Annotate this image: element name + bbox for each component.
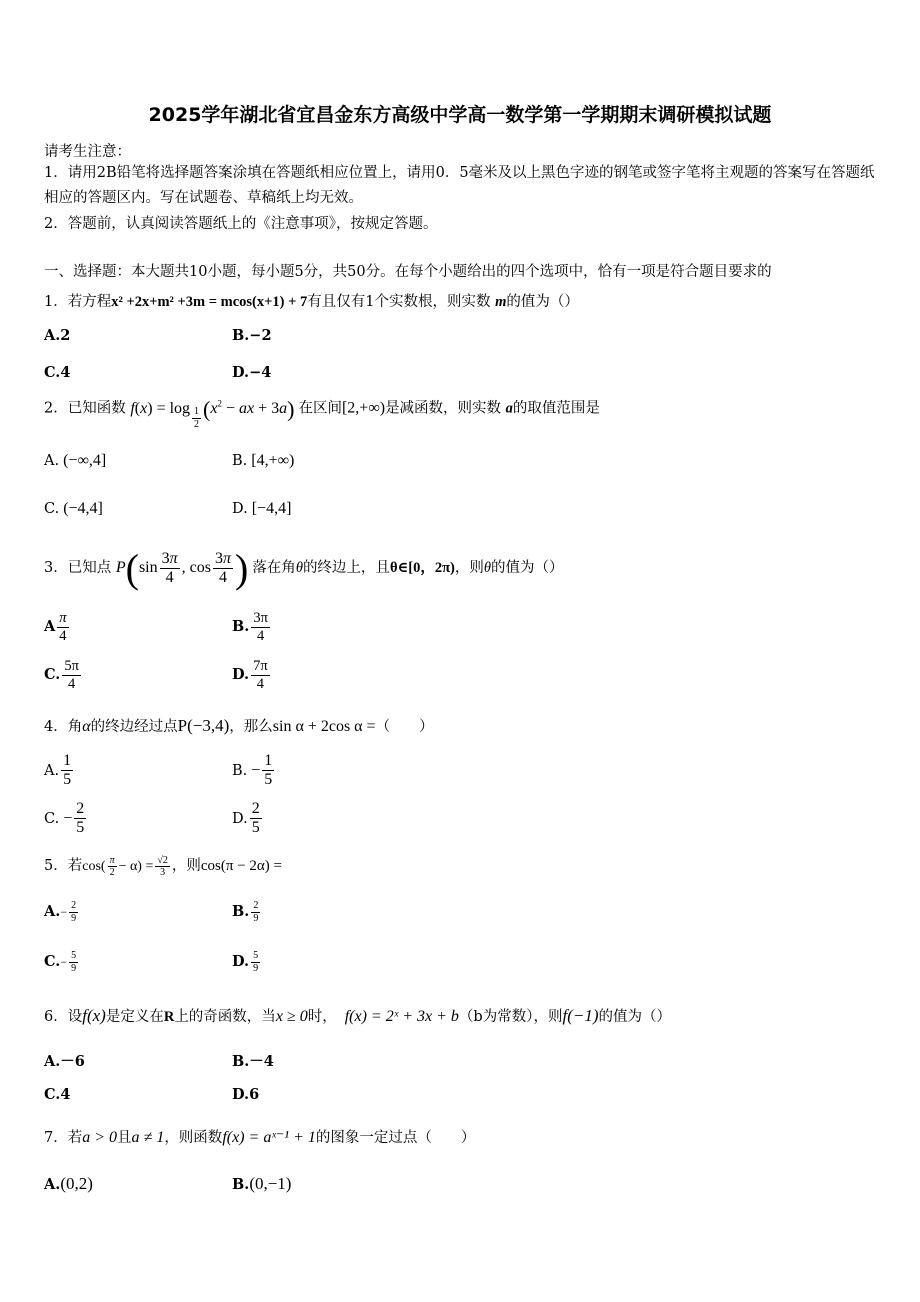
question-3: 3．已知点 P(sin $\frac{3\pi}{4}$ , cos $\frac{3\pi}{4}$ ) 落在角θ的终边上，且θ∈[0，2π)，则θ的值为（）	[44, 546, 564, 591]
q4-option-d: D. $\frac{2}{5}$	[232, 800, 260, 837]
q3-stem-tail: 落在角	[252, 560, 296, 577]
q5-option-d: D. $\frac{5}{9}$	[232, 950, 259, 974]
question-7: 7．若a > 0且a ≠ 1，则函数f(x) = aˣ⁻¹ + 1的图象一定过点（ ）	[44, 1129, 476, 1146]
q5-expression: cos(π − 2α) =	[200, 858, 282, 874]
q7-stem: 7．若	[44, 1130, 83, 1146]
q1-option-c: C.4	[44, 364, 71, 381]
q2-option-a: A. (−∞,4]	[44, 452, 107, 469]
question-2	[44, 396, 600, 430]
q6-stem: 6．设	[44, 1009, 83, 1025]
q3-stem-mid: 的终边上，且	[302, 560, 390, 577]
q5-option-c: C.− $\frac{5}{9}$	[44, 950, 77, 974]
question-1	[44, 290, 579, 311]
q1-equation: x² +2x+m² +3m = mcos(x+1) + 7	[111, 294, 308, 310]
q2-stem-end: 的取值范围是	[512, 400, 600, 417]
q3-stem-end: 的值为（）	[490, 560, 564, 577]
question-4: 4．角α的终边经过点P(−3,4)，那么sin α + 2cos α =（ ）	[44, 716, 434, 735]
q4-option-b: B. − $\frac{1}{5}$	[232, 752, 273, 789]
section-heading: 一、选择题：本大题共10小题，每小题5分，共50分。在每个小题给出的四个选项中，恰有一项是符合题目要求的	[44, 264, 772, 280]
q3-option-d: D. $\frac{7\pi}{4}$	[232, 658, 268, 692]
q1-option-b: B.−2	[232, 327, 272, 344]
q7-equation: f(x) = aˣ⁻¹ + 1	[222, 1129, 316, 1146]
page-title: 2025学年湖北省宜昌金东方高级中学高一数学第一学期期末调研模拟试题	[148, 104, 772, 126]
q4-option-a: A. $\frac{1}{5}$	[44, 752, 72, 789]
q2-variable: a	[505, 400, 513, 417]
q5-condition: cos( $\frac{\pi}{2}$ − α) = $\frac{√2}{3}$	[82, 854, 168, 879]
notice-heading: 请考生注意：	[44, 144, 131, 160]
q2-option-d: D. [−4,4]	[232, 500, 292, 517]
q6-option-b: B.－4	[232, 1053, 274, 1070]
q7-option-b: B.(0,−1)	[232, 1174, 292, 1193]
q6-option-a: A.－6	[44, 1053, 85, 1070]
notice-item-1: 1．请用2B铅笔将选择题答案涂填在答题纸相应位置上，请用0．5毫米及以上黑色字迹的钢笔或签字笔将主观题的答案写在答题纸相应的答题区内。写在试题卷、草稿纸上均无效。	[44, 165, 875, 206]
q3-option-c: C. $\frac{5\pi}{4}$	[44, 658, 79, 692]
q4-stem: 4．角	[44, 719, 83, 735]
q3-stem: 3．已知点	[44, 560, 112, 577]
q3-point: P(sin $\frac{3\pi}{4}$ , cos $\frac{3\pi}{4}$ )	[115, 546, 249, 591]
q4-expression: sin α + 2cos α =	[272, 718, 376, 735]
q5-stem: 5．若	[44, 858, 83, 874]
q3-condition: θ∈[0，2π)	[389, 560, 455, 577]
q1-stem-end: 的值为（）	[506, 294, 579, 310]
notice-item-2: 2．答题前，认真阅读答题纸上的《注意事项》，按规定答题。	[44, 216, 438, 232]
q1-variable: m	[495, 294, 507, 310]
q1-stem: 1．若方程	[44, 294, 112, 310]
q1-option-a: A.2	[44, 327, 71, 344]
q3-option-b: B. $\frac{3\pi}{4}$	[232, 610, 268, 644]
q4-point: P(−3,4)	[177, 716, 230, 735]
q6-option-d: D.6	[232, 1086, 260, 1103]
q6-option-c: C.4	[44, 1086, 71, 1103]
q2-stem: 2．已知函数	[44, 400, 126, 417]
question-6: 6．设f(x)是定义在R上的奇函数，当x ≥ 0时， f(x) = 2ˣ + 3x + b（b为常数），则f(−1)的值为（）	[44, 1006, 671, 1025]
q2-function: f(x) = log $_{\frac{1}{2}}$ ($x^2$ − ax + 3a)	[130, 396, 295, 430]
q2-stem-mid: 在区间	[298, 400, 342, 417]
q7-option-a: A.(0,2)	[44, 1174, 93, 1193]
q2-interval: [2,+∞)	[341, 399, 386, 417]
q5-option-a: A.− $\frac{2}{9}$	[44, 900, 77, 924]
q3-option-a: A $\frac{\pi}{4}$	[44, 610, 67, 644]
q2-option-b: B. [4,+∞)	[232, 452, 295, 469]
q4-option-c: C. − $\frac{2}{5}$	[44, 800, 85, 837]
q5-option-b: B. $\frac{2}{9}$	[232, 900, 259, 924]
q1-option-d: D.−4	[232, 364, 272, 381]
q6-equation: f(x) = 2ˣ + 3x + b	[344, 1008, 459, 1025]
question-5: 5．若cos( $\frac{\pi}{2}$ − α) = $\frac{√2}{3}$ ，则cos(π − 2α) =	[44, 854, 282, 879]
q2-stem-tail: 是减函数，则实数	[385, 400, 502, 417]
q1-stem-tail: 有且仅有1个实数根，则实数	[307, 294, 491, 310]
q2-option-c: C. (−4,4]	[44, 500, 103, 517]
